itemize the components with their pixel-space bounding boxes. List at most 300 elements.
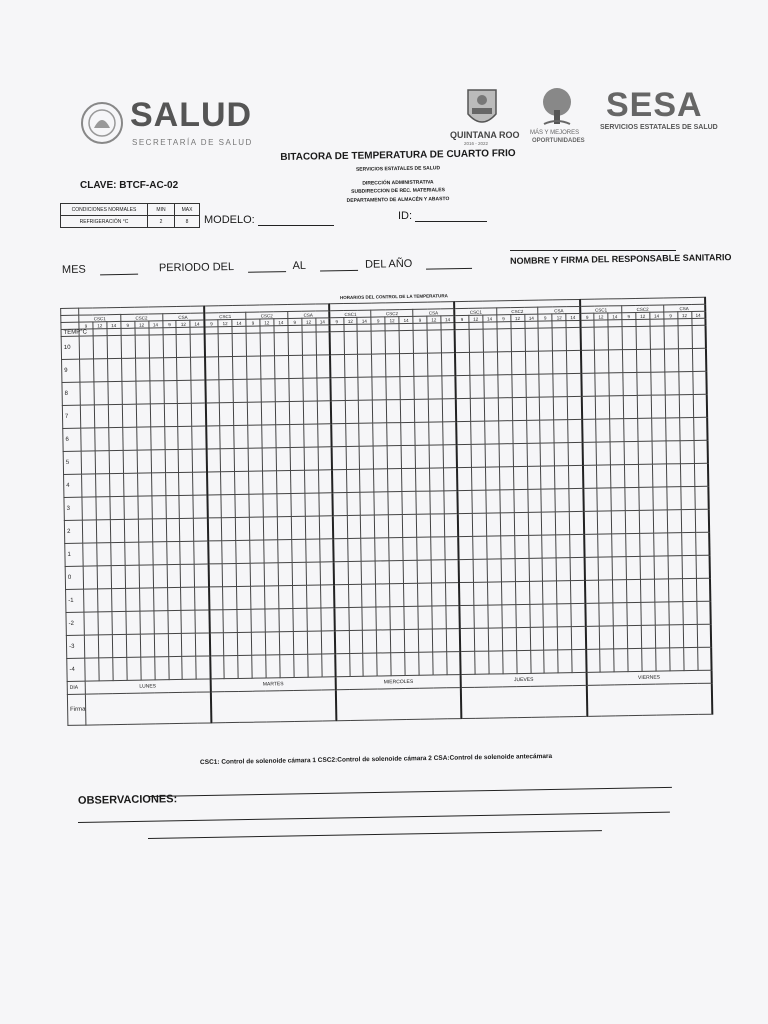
log-cell[interactable] [511, 351, 525, 374]
log-cell[interactable] [455, 352, 469, 375]
log-cell[interactable] [358, 331, 372, 354]
log-cell[interactable] [190, 334, 204, 357]
log-cell[interactable] [610, 419, 624, 442]
log-cell[interactable] [598, 534, 612, 557]
log-cell[interactable] [167, 587, 181, 610]
log-cell[interactable] [167, 564, 181, 587]
log-cell[interactable] [541, 466, 555, 489]
log-cell[interactable] [628, 648, 642, 671]
log-cell[interactable] [204, 334, 218, 357]
log-cell[interactable] [679, 394, 693, 417]
log-cell[interactable] [429, 445, 443, 468]
firma-cell[interactable] [461, 685, 587, 718]
log-cell[interactable] [498, 398, 512, 421]
log-cell[interactable] [529, 558, 543, 581]
log-cell[interactable] [544, 627, 558, 650]
log-cell[interactable] [289, 378, 303, 401]
log-cell[interactable] [475, 651, 489, 674]
log-cell[interactable] [557, 581, 571, 604]
log-cell[interactable] [622, 349, 636, 372]
log-cell[interactable] [389, 561, 403, 584]
log-cell[interactable] [653, 533, 667, 556]
log-cell[interactable] [500, 536, 514, 559]
log-cell[interactable] [400, 353, 414, 376]
log-cell[interactable] [540, 420, 554, 443]
log-cell[interactable] [377, 653, 391, 676]
log-cell[interactable] [331, 401, 345, 424]
log-cell[interactable] [321, 654, 335, 677]
log-cell[interactable] [332, 493, 346, 516]
log-cell[interactable] [474, 605, 488, 628]
log-cell[interactable] [428, 376, 442, 399]
log-cell[interactable] [558, 627, 572, 650]
log-cell[interactable] [624, 441, 638, 464]
log-cell[interactable] [317, 378, 331, 401]
log-cell[interactable] [219, 379, 233, 402]
log-cell[interactable] [627, 602, 641, 625]
log-cell[interactable] [152, 496, 166, 519]
log-cell[interactable] [123, 450, 137, 473]
log-cell[interactable] [206, 426, 220, 449]
log-cell[interactable] [641, 625, 655, 648]
log-cell[interactable] [304, 470, 318, 493]
log-cell[interactable] [137, 473, 151, 496]
log-cell[interactable] [666, 464, 680, 487]
log-cell[interactable] [390, 584, 404, 607]
log-cell[interactable] [139, 565, 153, 588]
log-cell[interactable] [419, 652, 433, 675]
log-cell[interactable] [192, 403, 206, 426]
log-cell[interactable] [471, 467, 485, 490]
log-cell[interactable] [389, 538, 403, 561]
log-cell[interactable] [640, 579, 654, 602]
log-cell[interactable] [470, 421, 484, 444]
log-cell[interactable] [290, 470, 304, 493]
log-cell[interactable] [251, 586, 265, 609]
log-cell[interactable] [527, 443, 541, 466]
log-cell[interactable] [554, 443, 568, 466]
log-cell[interactable] [568, 396, 582, 419]
log-cell[interactable] [206, 403, 220, 426]
log-cell[interactable] [385, 331, 399, 354]
log-cell[interactable] [611, 511, 625, 534]
log-cell[interactable] [692, 371, 706, 394]
log-cell[interactable] [640, 556, 654, 579]
log-cell[interactable] [360, 492, 374, 515]
log-cell[interactable] [140, 634, 154, 657]
log-cell[interactable] [99, 658, 113, 681]
log-cell[interactable] [597, 511, 611, 534]
log-cell[interactable] [219, 356, 233, 379]
log-cell[interactable] [127, 657, 141, 680]
log-cell[interactable] [110, 519, 124, 542]
log-cell[interactable] [416, 491, 430, 514]
log-cell[interactable] [695, 509, 709, 532]
log-cell[interactable] [430, 514, 444, 537]
log-cell[interactable] [235, 517, 249, 540]
log-cell[interactable] [572, 649, 586, 672]
log-cell[interactable] [180, 518, 194, 541]
log-cell[interactable] [95, 428, 109, 451]
log-cell[interactable] [221, 494, 235, 517]
log-cell[interactable] [402, 491, 416, 514]
log-cell[interactable] [83, 566, 97, 589]
log-cell[interactable] [624, 464, 638, 487]
log-cell[interactable] [237, 609, 251, 632]
log-cell[interactable] [570, 557, 584, 580]
log-cell[interactable] [374, 469, 388, 492]
log-cell[interactable] [502, 628, 516, 651]
log-cell[interactable] [97, 589, 111, 612]
log-cell[interactable] [277, 494, 291, 517]
log-cell[interactable] [373, 400, 387, 423]
log-cell[interactable] [361, 538, 375, 561]
log-cell[interactable] [207, 472, 221, 495]
log-cell[interactable] [321, 631, 335, 654]
log-cell[interactable] [414, 399, 428, 422]
log-cell[interactable] [181, 564, 195, 587]
log-cell[interactable] [195, 587, 209, 610]
log-cell[interactable] [415, 422, 429, 445]
log-cell[interactable] [665, 395, 679, 418]
log-cell[interactable] [205, 380, 219, 403]
log-cell[interactable] [93, 359, 107, 382]
log-cell[interactable] [667, 533, 681, 556]
log-cell[interactable] [594, 327, 608, 350]
log-cell[interactable] [276, 448, 290, 471]
log-cell[interactable] [431, 560, 445, 583]
log-cell[interactable] [655, 602, 669, 625]
log-cell[interactable] [98, 612, 112, 635]
log-cell[interactable] [177, 380, 191, 403]
log-cell[interactable] [362, 607, 376, 630]
log-cell[interactable] [472, 513, 486, 536]
log-cell[interactable] [248, 448, 262, 471]
log-cell[interactable] [432, 583, 446, 606]
log-cell[interactable] [234, 448, 248, 471]
log-cell[interactable] [121, 358, 135, 381]
log-cell[interactable] [345, 423, 359, 446]
log-cell[interactable] [334, 562, 348, 585]
log-cell[interactable] [320, 562, 334, 585]
log-cell[interactable] [405, 652, 419, 675]
log-cell[interactable] [375, 561, 389, 584]
log-cell[interactable] [692, 348, 706, 371]
log-cell[interactable] [683, 647, 697, 670]
log-cell[interactable] [639, 510, 653, 533]
log-cell[interactable] [474, 628, 488, 651]
log-cell[interactable] [405, 629, 419, 652]
log-cell[interactable] [346, 492, 360, 515]
log-cell[interactable] [399, 330, 413, 353]
log-cell[interactable] [291, 516, 305, 539]
log-cell[interactable] [624, 418, 638, 441]
log-cell[interactable] [208, 518, 222, 541]
log-cell[interactable] [613, 580, 627, 603]
id-blank[interactable] [415, 212, 487, 222]
log-cell[interactable] [362, 584, 376, 607]
log-cell[interactable] [85, 658, 99, 681]
log-cell[interactable] [416, 514, 430, 537]
log-cell[interactable] [623, 395, 637, 418]
log-cell[interactable] [569, 465, 583, 488]
log-cell[interactable] [293, 608, 307, 631]
log-cell[interactable] [163, 357, 177, 380]
log-cell[interactable] [263, 494, 277, 517]
log-cell[interactable] [653, 510, 667, 533]
log-cell[interactable] [497, 329, 511, 352]
log-cell[interactable] [511, 374, 525, 397]
log-cell[interactable] [387, 446, 401, 469]
log-cell[interactable] [664, 349, 678, 372]
log-cell[interactable] [447, 652, 461, 675]
log-cell[interactable] [288, 332, 302, 355]
log-cell[interactable] [445, 537, 459, 560]
log-cell[interactable] [278, 562, 292, 585]
log-cell[interactable] [248, 425, 262, 448]
log-cell[interactable] [319, 516, 333, 539]
log-cell[interactable] [697, 647, 711, 670]
log-cell[interactable] [683, 601, 697, 624]
log-cell[interactable] [581, 396, 595, 419]
log-cell[interactable] [639, 487, 653, 510]
log-cell[interactable] [233, 402, 247, 425]
log-cell[interactable] [584, 534, 598, 557]
log-cell[interactable] [374, 492, 388, 515]
log-cell[interactable] [642, 648, 656, 671]
log-cell[interactable] [194, 518, 208, 541]
log-cell[interactable] [391, 630, 405, 653]
log-cell[interactable] [224, 632, 238, 655]
log-cell[interactable] [349, 653, 363, 676]
log-cell[interactable] [125, 542, 139, 565]
log-cell[interactable] [556, 512, 570, 535]
log-cell[interactable] [136, 427, 150, 450]
log-cell[interactable] [654, 579, 668, 602]
log-cell[interactable] [222, 563, 236, 586]
log-cell[interactable] [348, 607, 362, 630]
log-cell[interactable] [307, 608, 321, 631]
log-cell[interactable] [442, 399, 456, 422]
log-cell[interactable] [306, 585, 320, 608]
log-cell[interactable] [182, 633, 196, 656]
log-cell[interactable] [444, 514, 458, 537]
log-cell[interactable] [680, 440, 694, 463]
log-cell[interactable] [558, 650, 572, 673]
log-cell[interactable] [599, 580, 613, 603]
log-cell[interactable] [682, 578, 696, 601]
log-cell[interactable] [363, 630, 377, 653]
log-cell[interactable] [636, 326, 650, 349]
log-cell[interactable] [636, 349, 650, 372]
log-cell[interactable] [209, 610, 223, 633]
log-cell[interactable] [430, 491, 444, 514]
log-cell[interactable] [446, 629, 460, 652]
log-cell[interactable] [108, 381, 122, 404]
observaciones-line-3[interactable] [148, 830, 602, 839]
log-cell[interactable] [107, 335, 121, 358]
log-cell[interactable] [262, 425, 276, 448]
log-cell[interactable] [555, 466, 569, 489]
anio-blank[interactable] [426, 259, 472, 270]
log-cell[interactable] [224, 655, 238, 678]
log-cell[interactable] [544, 650, 558, 673]
log-cell[interactable] [220, 448, 234, 471]
log-cell[interactable] [97, 543, 111, 566]
log-cell[interactable] [386, 377, 400, 400]
log-cell[interactable] [609, 373, 623, 396]
log-cell[interactable] [441, 330, 455, 353]
log-cell[interactable] [502, 651, 516, 674]
log-cell[interactable] [168, 656, 182, 679]
log-cell[interactable] [433, 652, 447, 675]
log-cell[interactable] [291, 493, 305, 516]
log-cell[interactable] [637, 395, 651, 418]
log-cell[interactable] [499, 467, 513, 490]
log-cell[interactable] [179, 472, 193, 495]
log-cell[interactable] [276, 425, 290, 448]
log-cell[interactable] [376, 584, 390, 607]
log-cell[interactable] [595, 373, 609, 396]
log-cell[interactable] [124, 496, 138, 519]
log-cell[interactable] [344, 377, 358, 400]
log-cell[interactable] [539, 374, 553, 397]
log-cell[interactable] [247, 356, 261, 379]
log-cell[interactable] [304, 447, 318, 470]
log-cell[interactable] [316, 355, 330, 378]
log-cell[interactable] [553, 374, 567, 397]
log-cell[interactable] [637, 372, 651, 395]
log-cell[interactable] [210, 633, 224, 656]
log-cell[interactable] [469, 352, 483, 375]
log-cell[interactable] [334, 585, 348, 608]
log-cell[interactable] [138, 542, 152, 565]
log-cell[interactable] [696, 578, 710, 601]
log-cell[interactable] [556, 558, 570, 581]
log-cell[interactable] [321, 608, 335, 631]
log-cell[interactable] [121, 335, 135, 358]
log-cell[interactable] [583, 465, 597, 488]
log-cell[interactable] [345, 400, 359, 423]
log-cell[interactable] [497, 352, 511, 375]
log-cell[interactable] [472, 536, 486, 559]
log-cell[interactable] [359, 423, 373, 446]
log-cell[interactable] [623, 372, 637, 395]
log-cell[interactable] [193, 472, 207, 495]
log-cell[interactable] [95, 451, 109, 474]
log-cell[interactable] [456, 398, 470, 421]
log-cell[interactable] [514, 535, 528, 558]
log-cell[interactable] [220, 402, 234, 425]
log-cell[interactable] [375, 538, 389, 561]
log-cell[interactable] [600, 649, 614, 672]
log-cell[interactable] [98, 635, 112, 658]
log-cell[interactable] [80, 359, 94, 382]
log-cell[interactable] [553, 351, 567, 374]
log-cell[interactable] [195, 564, 209, 587]
log-cell[interactable] [666, 441, 680, 464]
log-cell[interactable] [111, 588, 125, 611]
log-cell[interactable] [484, 398, 498, 421]
log-cell[interactable] [94, 382, 108, 405]
log-cell[interactable] [627, 625, 641, 648]
log-cell[interactable] [527, 466, 541, 489]
log-cell[interactable] [654, 556, 668, 579]
log-cell[interactable] [469, 329, 483, 352]
log-cell[interactable] [126, 611, 140, 634]
log-cell[interactable] [498, 375, 512, 398]
log-cell[interactable] [681, 532, 695, 555]
log-cell[interactable] [292, 585, 306, 608]
log-cell[interactable] [638, 418, 652, 441]
log-cell[interactable] [125, 588, 139, 611]
log-cell[interactable] [525, 351, 539, 374]
log-cell[interactable] [669, 625, 683, 648]
log-cell[interactable] [418, 606, 432, 629]
log-cell[interactable] [344, 354, 358, 377]
log-cell[interactable] [554, 420, 568, 443]
log-cell[interactable] [613, 626, 627, 649]
log-cell[interactable] [238, 655, 252, 678]
modelo-field[interactable] [204, 214, 334, 226]
log-cell[interactable] [585, 580, 599, 603]
log-cell[interactable] [307, 654, 321, 677]
log-cell[interactable] [501, 559, 515, 582]
log-cell[interactable] [483, 352, 497, 375]
log-cell[interactable] [166, 541, 180, 564]
log-cell[interactable] [220, 425, 234, 448]
log-cell[interactable] [543, 558, 557, 581]
log-cell[interactable] [540, 443, 554, 466]
log-cell[interactable] [293, 631, 307, 654]
log-cell[interactable] [122, 381, 136, 404]
log-cell[interactable] [122, 427, 136, 450]
log-cell[interactable] [696, 601, 710, 624]
log-cell[interactable] [694, 486, 708, 509]
log-cell[interactable] [610, 465, 624, 488]
log-cell[interactable] [695, 532, 709, 555]
log-cell[interactable] [153, 588, 167, 611]
log-cell[interactable] [109, 473, 123, 496]
log-cell[interactable] [388, 492, 402, 515]
log-cell[interactable] [234, 425, 248, 448]
log-cell[interactable] [585, 626, 599, 649]
log-cell[interactable] [237, 632, 251, 655]
log-cell[interactable] [655, 648, 669, 671]
log-cell[interactable] [458, 513, 472, 536]
log-cell[interactable] [307, 631, 321, 654]
log-cell[interactable] [236, 563, 250, 586]
log-cell[interactable] [208, 564, 222, 587]
log-cell[interactable] [471, 444, 485, 467]
log-cell[interactable] [347, 515, 361, 538]
log-cell[interactable] [277, 516, 291, 539]
log-cell[interactable] [669, 648, 683, 671]
log-cell[interactable] [194, 541, 208, 564]
log-cell[interactable] [260, 356, 274, 379]
log-cell[interactable] [177, 334, 191, 357]
log-cell[interactable] [668, 556, 682, 579]
log-cell[interactable] [664, 326, 678, 349]
log-cell[interactable] [678, 371, 692, 394]
log-cell[interactable] [331, 424, 345, 447]
log-cell[interactable] [373, 423, 387, 446]
log-cell[interactable] [512, 420, 526, 443]
log-cell[interactable] [484, 375, 498, 398]
log-cell[interactable] [292, 539, 306, 562]
log-cell[interactable] [330, 332, 344, 355]
log-cell[interactable] [583, 511, 597, 534]
